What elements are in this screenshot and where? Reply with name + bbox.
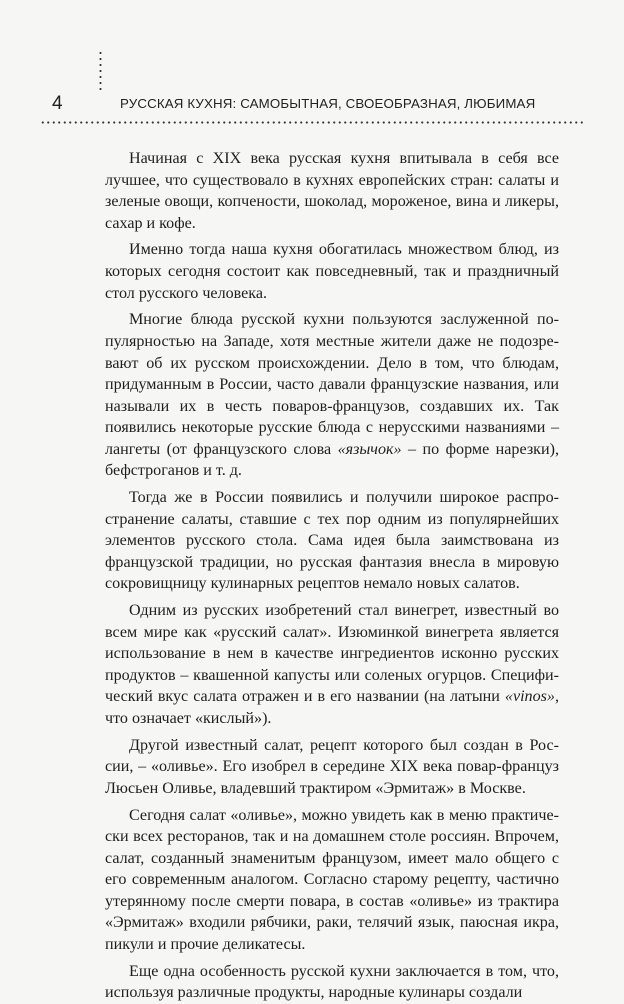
body-text <box>105 148 559 1004</box>
paragraph-5 <box>105 600 559 729</box>
paragraph-6: Другой известный салат, рецепт которого был создан в России, – «оливье». Его изобрел в середине XIX века повар-француз Люсьен Оливье, владевший трактиром «Эрмитаж» в Москве. <box>105 736 559 797</box>
paragraph-3-emphasis: «язычок» <box>337 440 402 458</box>
horizontal-dotted-rule <box>40 121 585 124</box>
paragraph-5-text-a: Одним из русских изобретений стал винегрет, известный во всем мире как «русский салат». Изюминкой винегрета является использование в нем в качестве ингредиентов исконно русских продуктов – квашенной капусты или соленых огурцов. Специфический вкус салата отражен и в его названии (на латыни <box>105 602 559 706</box>
paragraph-4: Тогда же в России появились и получили широкое распространение салаты, ставшие с тех пор одним из популярнейших элементов русского стола. Сама идея была заимствована из французской традиции, но русская фантазия внесла в мировую сокровищницу кулинарных рецептов немало новых салатов. <box>105 489 559 593</box>
paragraph-2: Именно тогда наша кухня обогатилась множеством блюд, из которых сегодня состоит как повседневный, так и праздничный стол русского человека. <box>105 241 559 302</box>
paragraph-3-text-a: Многие блюда русской кухни пользуются заслуженной популярностью на Западе, хотя местные жители даже не подозревают об их русском происхождении. Дело в том, что блюдам, придуманным в России, часто давали французские названия, или называли их в честь поваров-французов, создавших их. Так появились некоторые русские блюда с нерусскими названиями – лангеты (от французского слова <box>105 311 559 458</box>
running-head: РУССКАЯ КУХНЯ: САМОБЫТНАЯ, СВОЕОБРАЗНАЯ, ЛЮБИМАЯ <box>120 96 536 111</box>
paragraph-1: Начиная с XIX века русская кухня впитывала в себя все лучшее, что существовало в кухнях европейских стран: салаты и зеленые овощи, копчености, шоколад, мороженое, вина и ликеры, сахар и кофе. <box>105 150 559 232</box>
paragraph-7: Сегодня салат «оливье», можно увидеть как в меню практически всех ресторанов, так и на домашнем столе россиян. Впрочем, салат, созданный знаменитым французом, имеет мало общего с его современным аналогом. Согласно старому рецепту, частично утерянному после смерти повара, в состав «оливье» из трактира «Эрмитаж» входили рябчики, раки, телячий язык, паюсная икра, пикули и прочие деликатесы. <box>105 806 559 953</box>
paragraph-3 <box>105 309 559 481</box>
paragraph-3-text-b: – по форме нарезки), бефстроганов и т. д. <box>105 440 559 480</box>
paragraph-8: Еще одна особенность русской кухни заключается в том, что, используя различные продукты, народные кулинары создали <box>105 962 559 1002</box>
paragraph-5-text-b: , что означает «кислый»). <box>105 688 559 727</box>
vertical-dotted-rule <box>99 50 102 92</box>
page-number: 4 <box>52 93 63 114</box>
paragraph-5-emphasis: «vinos» <box>504 688 555 706</box>
